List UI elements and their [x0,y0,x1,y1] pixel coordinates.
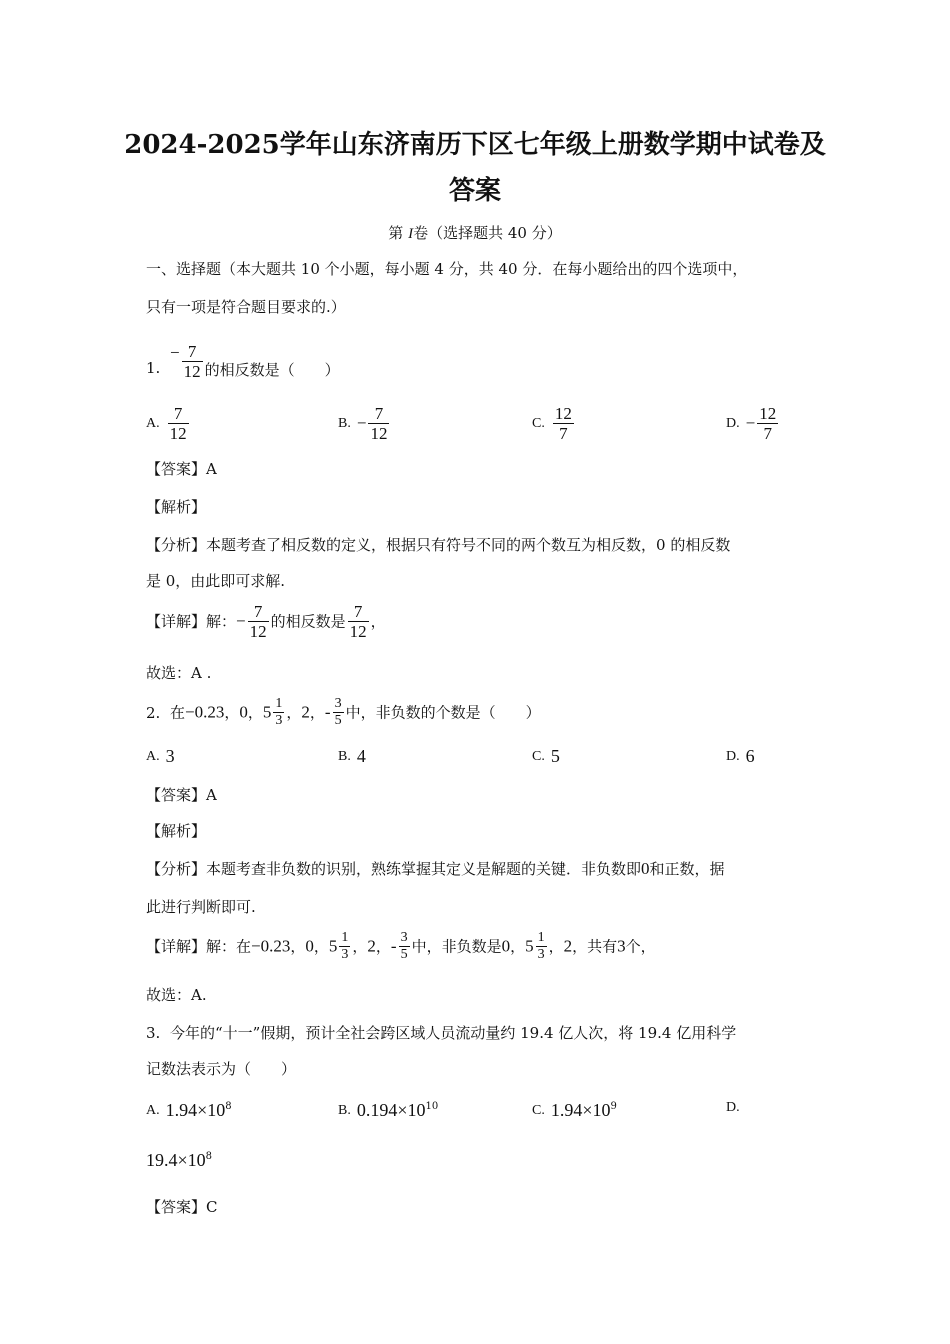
q1-option-a[interactable]: A. $\frac{7}{12}$ [146,404,187,443]
q1-option-d[interactable]: D. − $\frac{12}{7}$ [726,404,777,443]
q1-fenxi-line1: 【分析】本题考查了相反数的定义，根据只有符号不同的两个数互为相反数，0 的相反数 [146,536,731,554]
instructions-line1: 一、选择题（本大题共 10 个小题，每小题 4 分，共 40 分．在每小题给出的四个选项中， [146,260,748,278]
question-number: 1. [146,359,161,377]
document-title-line2: 答案 [448,176,501,206]
q3-option-d-label[interactable]: D. [726,1100,740,1115]
q1-option-b[interactable]: B. − $\frac{7}{12}$ [338,404,388,443]
document-title-line1: 2024-2025学年山东济南历下区七年级上册数学期中试卷及 [124,130,826,160]
question-3-line1: 3. 今年的“十一”假期，预计全社会跨区域人员流动量约 19.4 亿人次，将 19.4 亿用科学 [146,1024,737,1042]
q1-choose: 故选：A . [146,664,212,682]
fraction: $\frac{7}{12}$ [183,342,201,381]
q2-option-d[interactable]: D. 6 [726,746,755,766]
q1-option-c[interactable]: C. $\frac{12}{7}$ [532,404,572,443]
q3-option-d-value[interactable]: $19.4\times 10^8$ [146,1150,213,1170]
question-2: 2. 在−0.23，0，5 $\frac{1}{3}$ ，2，- $\frac{3}{5}$ 中，非负数的个数是（ ） [146,696,541,728]
question-1: 1.− $\frac{7}{12}$ 的相反数是（ ） [146,342,340,381]
q2-choose: 故选：A. [146,986,207,1004]
q2-answer: 【答案】A [146,786,217,804]
q2-option-c[interactable]: C. 5 [532,746,560,766]
q3-option-c[interactable]: C. $1.94\times 10^9$ [532,1100,617,1120]
q2-detail: 【详解】解：在−0.23，0，5 $\frac{1}{3}$ ，2，- $\frac{3}{5}$ 中，非负数是0，5 $\frac{1}{3}$ ，2，共有3个， [146,930,656,962]
q3-option-b[interactable]: B. $0.194\times 10^{10}$ [338,1100,439,1120]
q2-option-b[interactable]: B. 4 [338,746,366,766]
q1-detail: 【详解】解：− $\frac{7}{12}$ 的相反数是 $\frac{7}{12}$ ， [146,602,386,641]
q1-answer: 【答案】A [146,460,217,478]
q1-analysis-label: 【解析】 [146,498,207,516]
q3-option-a[interactable]: A. $1.94\times 10^8$ [146,1100,232,1120]
q2-fenxi-line2: 此进行判断即可. [146,898,256,916]
q2-analysis-label: 【解析】 [146,822,207,840]
q1-fenxi-line2: 是 0，由此即可求解. [146,572,286,590]
q3-answer: 【答案】C [146,1198,218,1216]
q2-fenxi-line1: 【分析】本题考查非负数的识别，熟练掌握其定义是解题的关键．非负数即0和正数，据 [146,859,725,878]
question-3-line2: 记数法表示为（ ） [146,1060,297,1078]
section-header: 第 I卷（选择题共 40 分） [388,224,562,242]
instructions-line2: 只有一项是符合题目要求的.） [146,298,346,316]
q2-option-a[interactable]: A. 3 [146,746,175,766]
